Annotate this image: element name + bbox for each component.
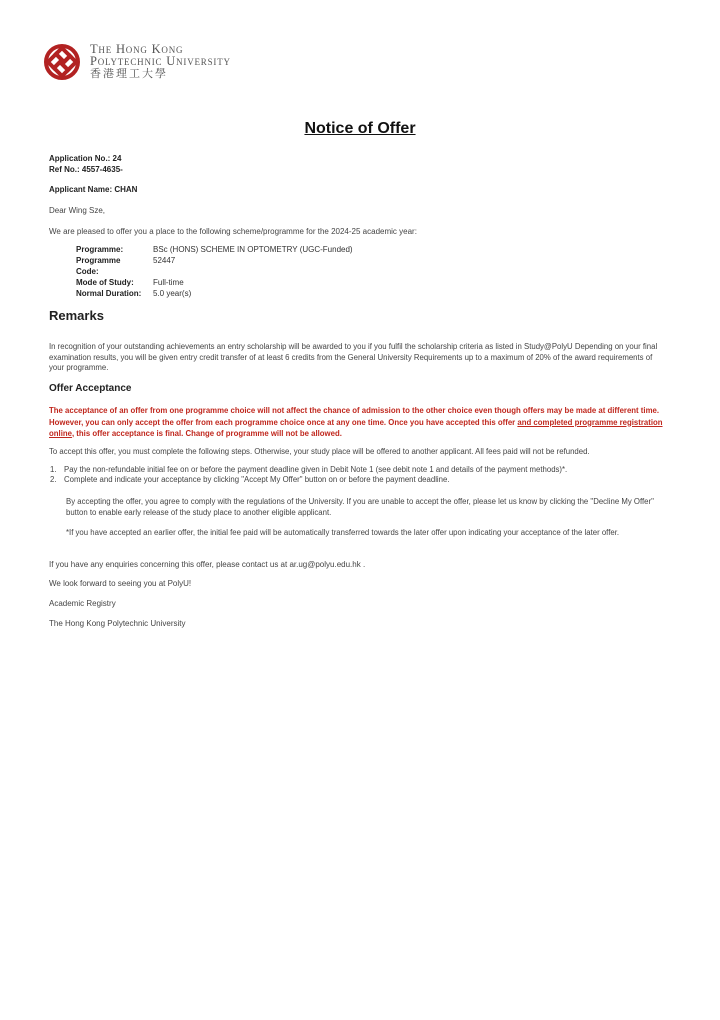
decline-offer-text: By accepting the offer, you agree to comply with the regulations of the University. If you are unable to accept the offer, please let us know by clicking the "Decline My Offer" button to enable early release of the study place to another eligible applicant. xyxy=(66,497,654,517)
accept-steps-list xyxy=(50,465,660,485)
warning-text-part2: , this offer acceptance is final. Change of programme will not be allowed. xyxy=(71,429,342,438)
mode-of-study-value: Full-time xyxy=(153,278,184,287)
application-number: Application No.: 24 xyxy=(49,154,122,163)
step-number: 2. xyxy=(50,475,57,484)
offer-acceptance-heading: Offer Acceptance xyxy=(49,383,132,394)
fee-transfer-note: *If you have accepted an earlier offer, the initial fee paid will be automatically transferred towards the later offer upon indicating your acceptance of the later offer. xyxy=(66,528,620,537)
step-text: Pay the non-refundable initial fee on or before the payment deadline given in Debit Note 1 (see debit note 1 and details of the payment methods)*. xyxy=(64,465,568,474)
warning-text-part1: The acceptance of an offer from one programme choice will not affect the chance of admission to the other choice even though offers may be made at different time. However, you can only accept the offer from each programme choice once at any one time. Once you have accepted this offer xyxy=(49,406,660,427)
step-text: Complete and indicate your acceptance by clicking "Accept My Offer" button on or before the payment deadline. xyxy=(64,475,450,484)
polyu-logo-icon xyxy=(42,42,82,84)
list-item xyxy=(50,475,660,485)
programme-code-label-2: Code: xyxy=(76,267,99,276)
programme-row xyxy=(76,244,353,255)
remarks-text: In recognition of your outstanding achievements an entry scholarship will be awarded to you if you fulfil the scholarship criteria as listed in Study@PolyU Depending on your final examination results, you will be given entry credit transfer of at least 6 credits from the General University Requirements up to a maximum of 20% of the award requirements of your programme. xyxy=(49,342,658,372)
closing-text: We look forward to seeing you at PolyU! xyxy=(49,579,192,588)
signature-university: The Hong Kong Polytechnic University xyxy=(49,619,186,628)
remarks-heading: Remarks xyxy=(49,308,104,323)
applicant-name: Applicant Name: CHAN xyxy=(49,185,138,194)
normal-duration-label: Normal Duration: xyxy=(76,289,142,298)
university-name-line1: The Hong Kong xyxy=(90,42,184,56)
university-name xyxy=(90,43,231,80)
normal-duration-row xyxy=(76,288,191,299)
registration-online-link: and completed programme registration online xyxy=(49,417,663,438)
programme-label: Programme: xyxy=(76,245,124,254)
offer-acceptance-warning xyxy=(49,405,667,440)
programme-code-row xyxy=(76,255,175,266)
normal-duration-value: 5.0 year(s) xyxy=(153,289,192,298)
mode-of-study-label: Mode of Study: xyxy=(76,278,134,287)
intro-text: We are pleased to offer you a place to the following scheme/programme for the 2024-25 academic year: xyxy=(49,227,417,236)
greeting: Dear Wing Sze, xyxy=(49,206,106,215)
programme-code-row-2 xyxy=(76,266,153,277)
signature-registry: Academic Registry xyxy=(49,599,116,608)
step-number: 1. xyxy=(50,465,57,474)
programme-code-value: 52447 xyxy=(153,256,176,265)
reference-number: Ref No.: 4557-4635- xyxy=(49,165,123,174)
list-item xyxy=(50,465,660,475)
university-name-chinese: 香港理工大學 xyxy=(90,68,168,80)
programme-value: BSc (HONS) SCHEME IN OPTOMETRY (UGC-Funded) xyxy=(153,245,353,254)
mode-of-study-row xyxy=(76,277,184,288)
university-name-line2: Polytechnic University xyxy=(90,54,231,68)
page-title: Notice of Offer xyxy=(304,120,416,137)
programme-code-label: Programme xyxy=(76,256,121,265)
enquiries-text: If you have any enquiries concerning this offer, please contact us at ar.ug@polyu.edu.hk . xyxy=(49,560,366,569)
accept-steps-intro: To accept this offer, you must complete the following steps. Otherwise, your study place will be offered to another applicant. All fees paid will not be refunded. xyxy=(49,447,590,456)
